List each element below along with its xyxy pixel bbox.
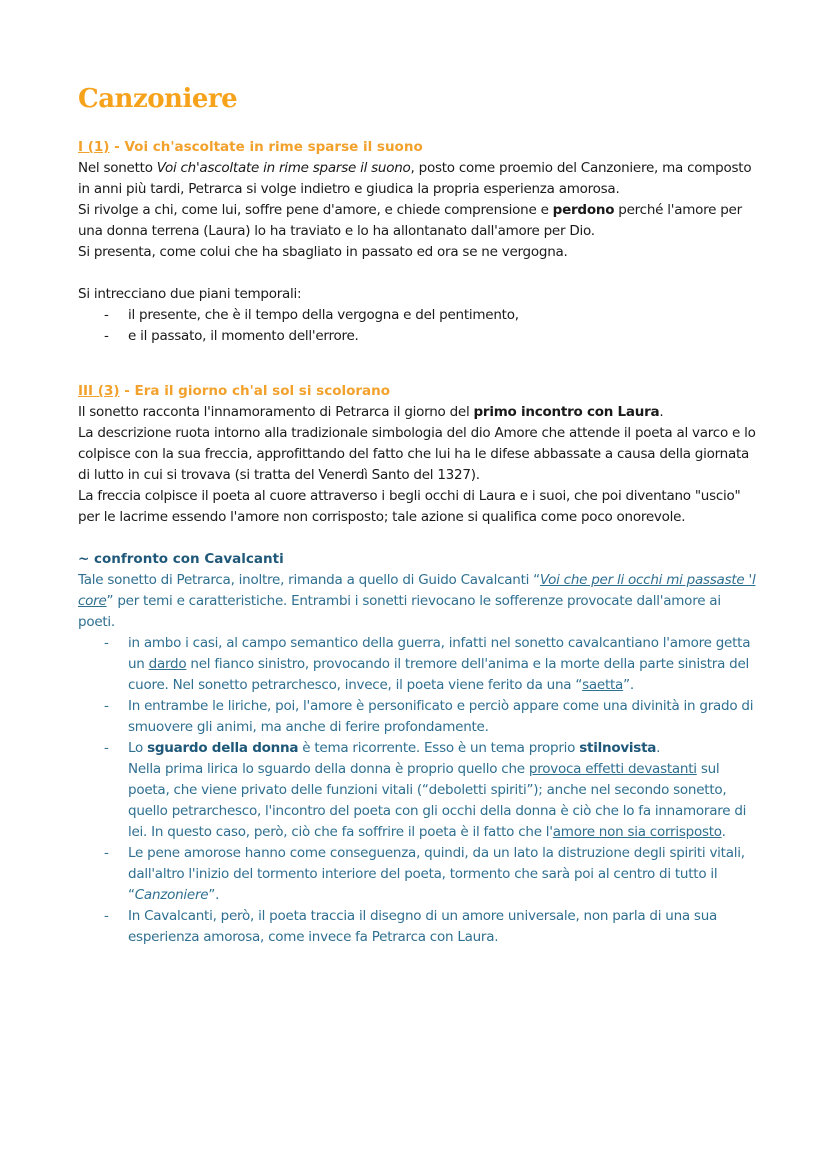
bullet-list [78, 305, 758, 347]
subsection-heading: ~ confronto con Cavalcanti [78, 551, 284, 567]
bold-keyword: perdono [552, 202, 615, 218]
list-item [78, 843, 758, 906]
dash-bullet: - [104, 698, 109, 714]
dash-bullet: - [104, 740, 109, 756]
underlined-term: dardo [148, 656, 187, 672]
section-sonnet-1 [78, 137, 758, 347]
document-page [78, 80, 758, 948]
text: Lo [128, 740, 148, 756]
list-item-text: e il passato, il momento dell'errore. [128, 328, 359, 344]
comparison-list [78, 633, 758, 948]
text: Nel sonetto [78, 160, 157, 176]
text: In Cavalcanti, però, il poeta traccia il disegno di un amore universale, non parla di una sua esperienza amorosa, come invece fa Petrarca con Laura. [128, 908, 718, 945]
section-sonnet-3 [78, 381, 758, 528]
sonnet-title: - Voi ch'ascoltate in rime sparse il suono [109, 139, 423, 155]
text: ”. [623, 677, 634, 693]
paragraph: La descrizione ruota intorno alla tradizionale simbologia del dio Amore che attende il poeta al varco e lo colpisce con la sua freccia, approfittando del fatto che lui ha le difese abbassate a causa della giornata di lutto in cui si trovava (si tratta del Venerdì Santo del 1327). [78, 425, 756, 483]
bold-keyword: primo incontro con Laura [473, 404, 660, 420]
paragraph: Si intrecciano due piani temporali: [78, 286, 302, 302]
paragraph [78, 158, 758, 200]
text: nel fianco sinistro, provocando il tremore dell'anima e la morte della parte sinistra del cuore. Nel sonetto petrarchesco, invece, il poeta viene ferito da una “ [128, 656, 750, 693]
italic-title: Voi ch'ascoltate in rime sparse il suono [156, 160, 411, 176]
paragraph: La freccia colpisce il poeta al cuore attraverso i begli occhi di Laura e i suoi, che poi diventano "uscio" per le lacrime essendo l'amore non corrisposto; tale azione si qualifica come poco onorevole. [78, 488, 741, 525]
paragraph [78, 402, 758, 423]
underlined-term: amore non sia corrisposto [552, 824, 722, 840]
text: Le pene amorose hanno come conseguenza, quindi, da un lato la distruzione degli spiriti vitali, dall'altro l'inizio del tormento interiore del poeta, tormento che sarà poi al centro di tutto il “ [128, 845, 745, 903]
paragraph [78, 570, 758, 633]
paragraph [78, 200, 758, 242]
text: . [659, 404, 664, 420]
dash-bullet: - [104, 307, 109, 323]
list-item [78, 696, 758, 738]
text: sul poeta, che viene privato delle funzioni vitali (“deboletti spiriti”); anche nel secondo sonetto, quello petrarchesco, l'incontro del poeta con gli occhi della donna è ciò che lo fa innamorare di lei. In questo caso, però, ciò che fa soffrire il poeta è il fatto che l' [128, 761, 747, 840]
list-item [78, 633, 758, 696]
sonnet-number: I (1) [78, 139, 110, 155]
dash-bullet: - [104, 908, 109, 924]
bold-keyword: stilnovista [579, 740, 657, 756]
sonnet-number: III (3) [78, 383, 120, 399]
bold-keyword: sguardo della donna [147, 740, 299, 756]
list-item [78, 738, 758, 843]
underlined-term: provoca effetti devastanti [528, 761, 697, 777]
section-heading [78, 381, 758, 402]
text: perché l'amore per una donna terrena (Laura) lo ha traviato e lo ha allontanato dall'amore per Dio. [78, 202, 742, 239]
dash-bullet: - [104, 845, 109, 861]
italic-title: Canzoniere [134, 887, 209, 903]
page-title: Canzoniere [78, 84, 238, 114]
text: , posto come proemio del Canzoniere, ma composto in anni più tardi, Petrarca si volge indietro e giudica la propria esperienza amorosa. [78, 160, 752, 197]
text: è tema ricorrente. Esso è un tema proprio [298, 740, 580, 756]
list-item-text: il presente, che è il tempo della vergogna e del pentimento, [128, 307, 519, 323]
text: ”. [208, 887, 220, 903]
text: . [656, 740, 661, 756]
list-item [78, 305, 758, 326]
underlined-term: saetta [582, 677, 624, 693]
dash-bullet: - [104, 328, 109, 344]
text: In entrambe le liriche, poi, l'amore è personificato e perciò appare come una divinità in grado di smuovere gli animi, ma anche di ferire profondamente. [128, 698, 754, 735]
text: ” per temi e caratteristiche. Entrambi i sonetti rievocano le sofferenze provocate dall'amore ai poeti. [78, 593, 721, 630]
sonnet-title-link: Voi che per li occhi mi passaste 'l core [78, 572, 756, 609]
text: in ambo i casi, al campo semantico della guerra, infatti nel sonetto cavalcantiano l'amore getta un [128, 635, 751, 672]
section-cavalcanti-comparison [78, 549, 758, 948]
section-heading [78, 137, 758, 158]
text: Nella prima lirica lo sguardo della donna è proprio quello che [128, 761, 529, 777]
sonnet-title: - Era il giorno ch'al sol si scolorano [119, 383, 391, 399]
text: Il sonetto racconta l'innamoramento di Petrarca il giorno del [78, 404, 474, 420]
list-item [78, 326, 758, 347]
text: . [721, 824, 726, 840]
list-item [78, 906, 758, 948]
text: Si rivolge a chi, come lui, soffre pene d'amore, e chiede comprensione e [78, 202, 553, 218]
paragraph: Si presenta, come colui che ha sbagliato in passato ed ora se ne vergogna. [78, 244, 568, 260]
dash-bullet: - [104, 635, 109, 651]
text: Tale sonetto di Petrarca, inoltre, rimanda a quello di Guido Cavalcanti “ [78, 572, 540, 588]
